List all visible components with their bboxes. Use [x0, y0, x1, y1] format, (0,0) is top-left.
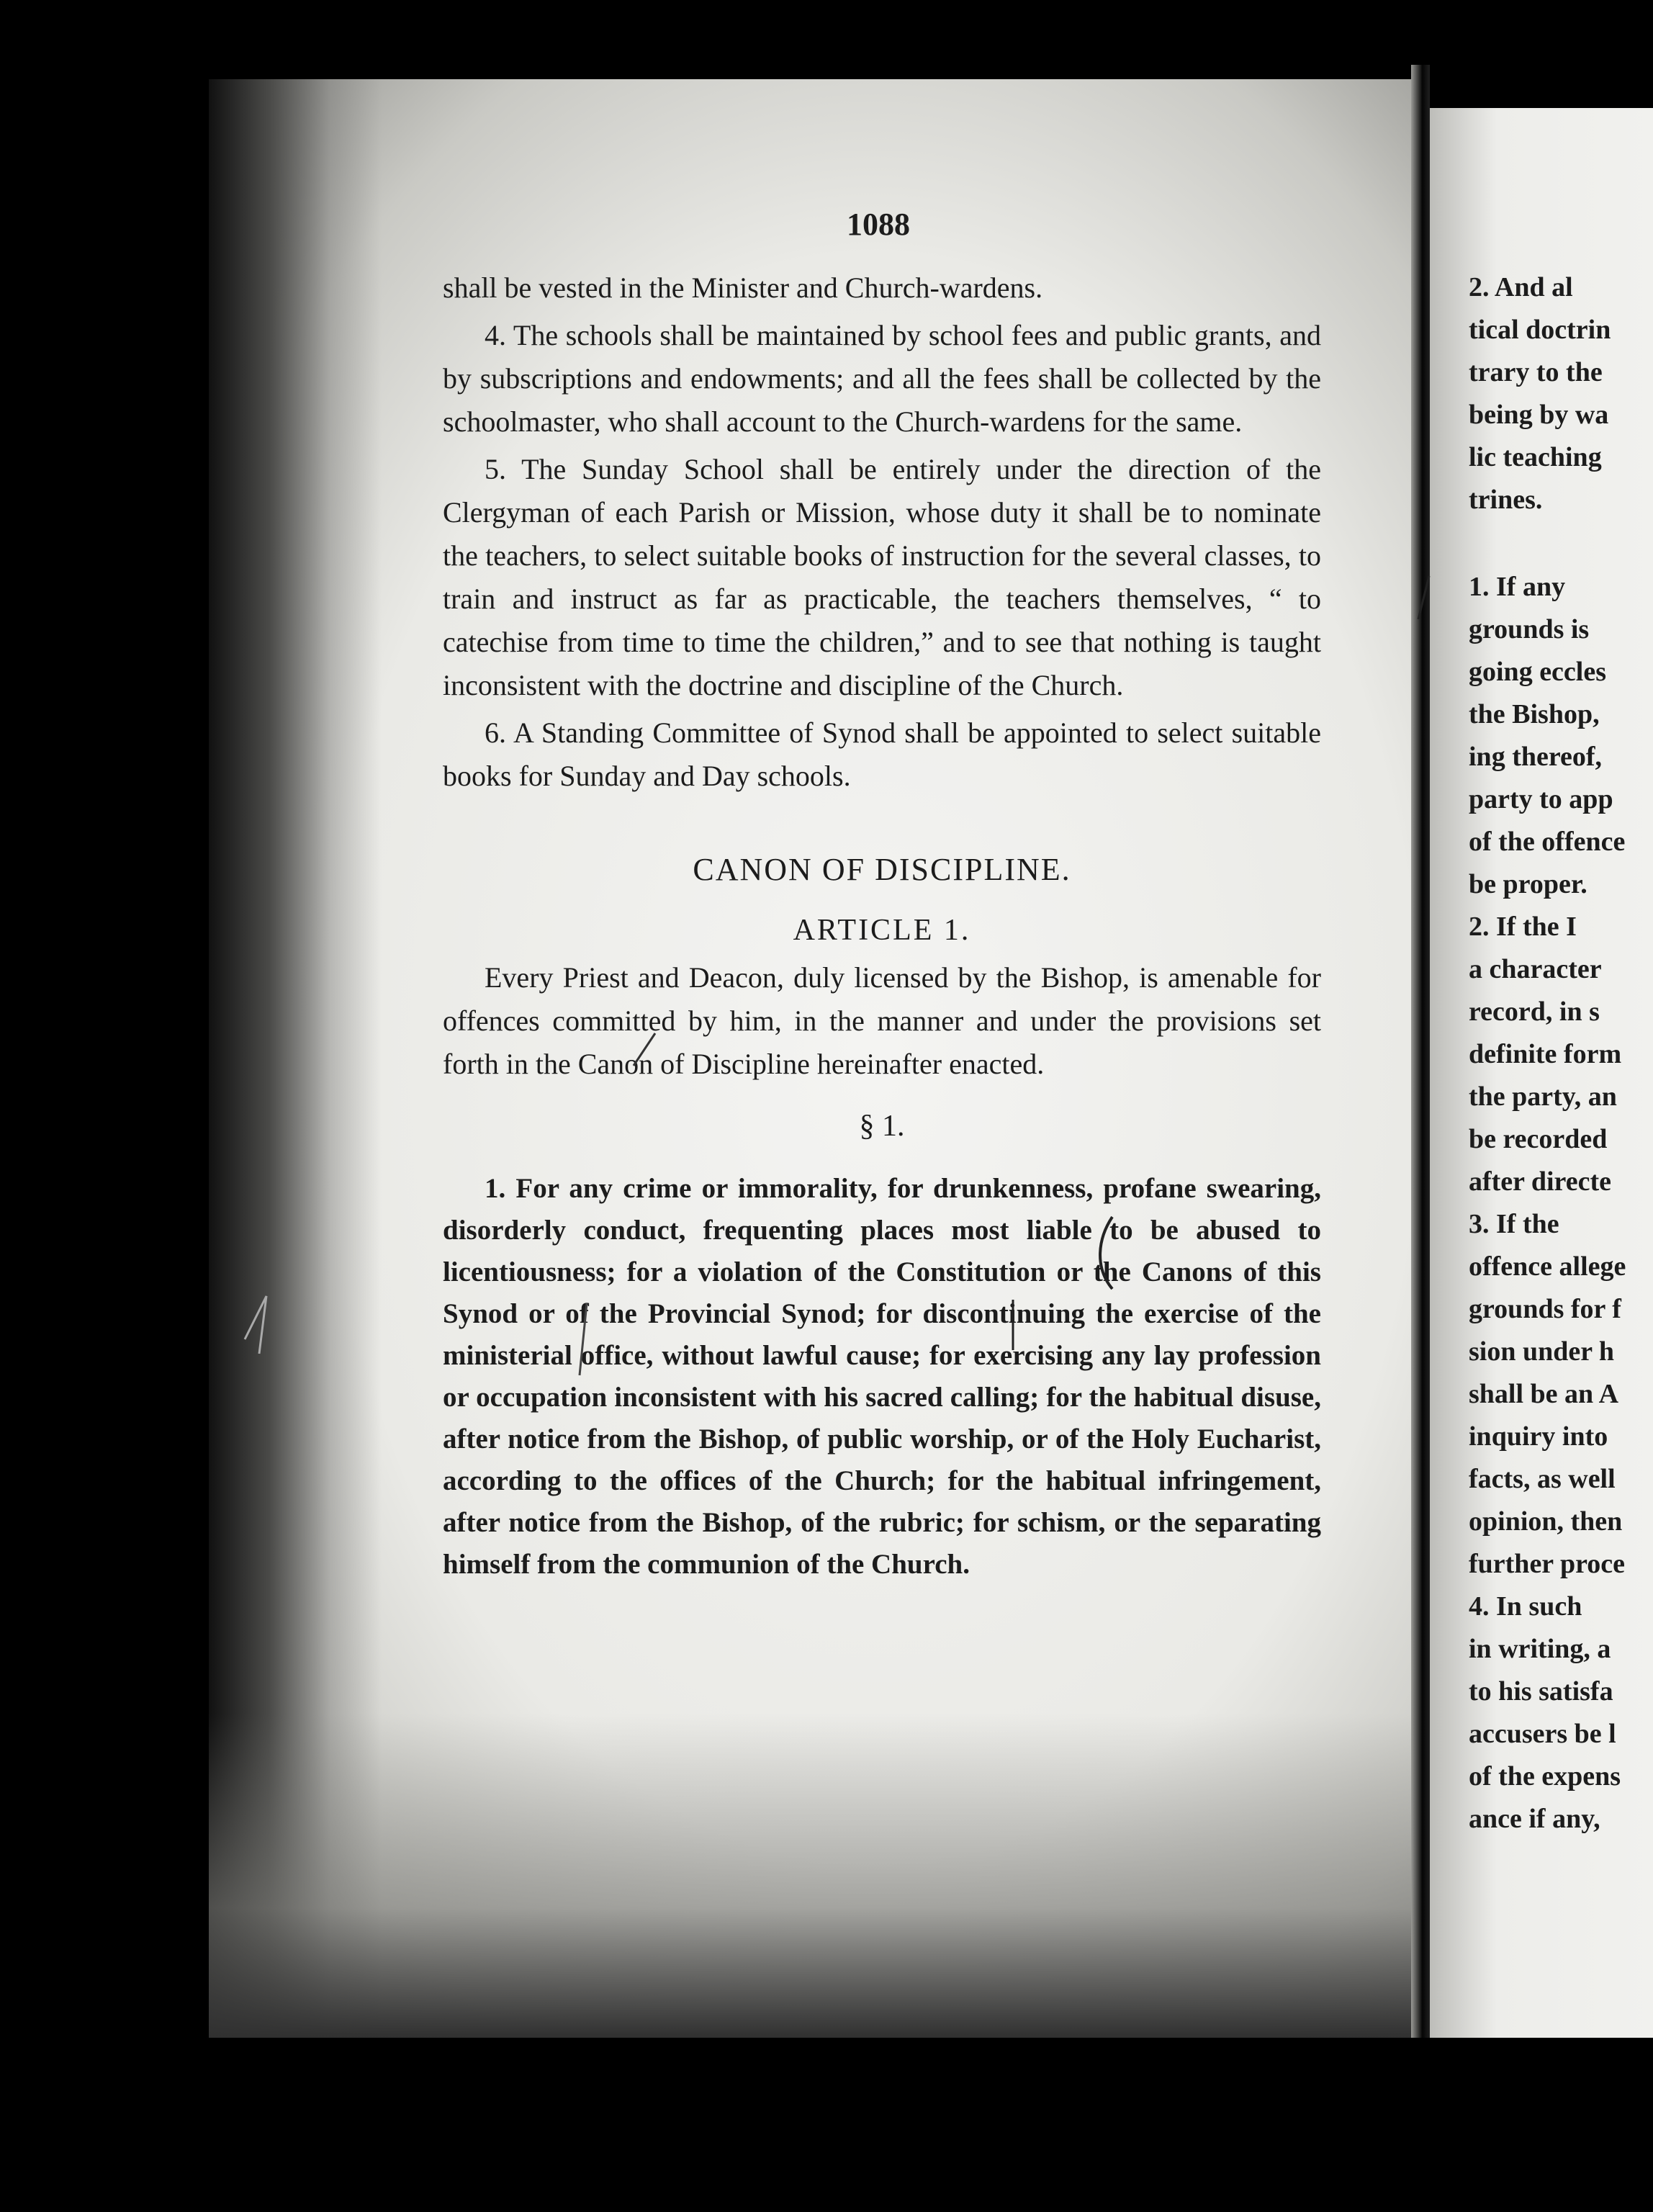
right-line: 3. If the	[1469, 1209, 1559, 1239]
section-mark: § 1.	[859, 1110, 905, 1143]
film-edge-top	[0, 0, 1653, 79]
right-line: 2. If the I	[1469, 912, 1577, 942]
right-line: tical doctrin	[1469, 315, 1611, 345]
right-line: opinion, then	[1469, 1506, 1623, 1537]
right-line: definite form	[1469, 1039, 1622, 1069]
right-line: offence allege	[1469, 1251, 1626, 1282]
page-gutter	[1411, 65, 1430, 2052]
page-bottom-shadow	[209, 1714, 1418, 2038]
right-line: after directe	[1469, 1166, 1611, 1197]
page-number: 1088	[847, 207, 910, 242]
paragraph-6: 6. A Standing Committee of Synod shall be appointed to select suitable books for Sunday and Day schools.	[443, 716, 1321, 792]
right-line: trines.	[1469, 485, 1543, 515]
right-line: the Bishop,	[1469, 699, 1600, 729]
right-line: the party, an	[1469, 1082, 1617, 1112]
right-line: being by wa	[1469, 400, 1609, 430]
right-line: be recorded	[1469, 1124, 1608, 1154]
right-line: record, in s	[1469, 997, 1600, 1027]
right-line: of the offence	[1469, 827, 1626, 857]
right-line: inquiry into	[1469, 1421, 1608, 1452]
right-line: to his satisfa	[1469, 1676, 1613, 1707]
right-line: 2. And al	[1469, 272, 1573, 302]
film-edge-bottom	[0, 2038, 1653, 2212]
right-line: going eccles	[1469, 657, 1607, 687]
right-line: shall be an A	[1469, 1379, 1619, 1409]
right-line: ing thereof,	[1469, 742, 1603, 772]
main-text-column	[443, 198, 1321, 1586]
right-line: grounds is	[1469, 614, 1590, 644]
right-line: in writing, a	[1469, 1634, 1611, 1664]
right-page-text	[1469, 266, 1653, 1840]
article-heading: ARTICLE 1.	[793, 914, 971, 947]
right-line: further proce	[1469, 1549, 1626, 1579]
section-paragraph-1: 1. For any crime or immorality, for drunkenness, profane swearing, disorderly conduct, frequenting places most liable to be abused to licentiousness; for a violation of the Constitution or the Canons of this Synod or of the Provincial Synod; for discontinuing the exercise of the ministerial office, without lawful cause; for exercising any lay profession or occupation inconsistent with his sacred calling; for the habitual disuse, after notice from the Bishop, of public worship, or of the Holy Eucharist, according to the offices of the Church; for the habitual infringement, after notice from the Bishop, of the rubric; for schism, or the separating himself from the communion of the Church.	[443, 1173, 1321, 1580]
right-line: ance if any,	[1469, 1804, 1600, 1834]
paragraph-5: 5. The Sunday School shall be entirely under the direction of the Clergyman of each Parish or Mission, whose duty it shall be to nominate the teachers, to select suitable books of instruction for the several classes, to train and instruct as far as practicable, the teachers themselves, “ to catechise from time to time the children,” and to see that nothing is taught inconsistent with the doctrine and discipline of the Church.	[443, 453, 1321, 701]
right-line: sion under h	[1469, 1336, 1615, 1367]
right-line: accusers be l	[1469, 1719, 1616, 1749]
right-line: be proper.	[1469, 869, 1587, 899]
right-line: 4. In such	[1469, 1591, 1582, 1622]
right-line: facts, as well	[1469, 1464, 1616, 1494]
right-line: lic teaching	[1469, 442, 1602, 472]
canon-heading: CANON OF DISCIPLINE.	[693, 852, 1071, 887]
right-line: grounds for f	[1469, 1294, 1621, 1324]
right-line: 1. If any	[1469, 572, 1566, 602]
right-line: trary to the	[1469, 357, 1603, 387]
right-line: of the expens	[1469, 1761, 1621, 1791]
article-text: Every Priest and Deacon, duly licensed by the Bishop, is amenable for offences committed by him, in the manner and under the provisions set forth in the Canon of Discipline hereinafter enacted.	[443, 961, 1321, 1080]
right-line: party to app	[1469, 784, 1613, 814]
paragraph-4: 4. The schools shall be maintained by school fees and public grants, and by subscriptions and endowments; and all the fees shall be collected by the schoolmaster, who shall account to the Church-wardens for the same.	[443, 319, 1321, 438]
continued-line: shall be vested in the Minister and Church-wardens.	[443, 271, 1043, 304]
right-line: a character	[1469, 954, 1602, 984]
